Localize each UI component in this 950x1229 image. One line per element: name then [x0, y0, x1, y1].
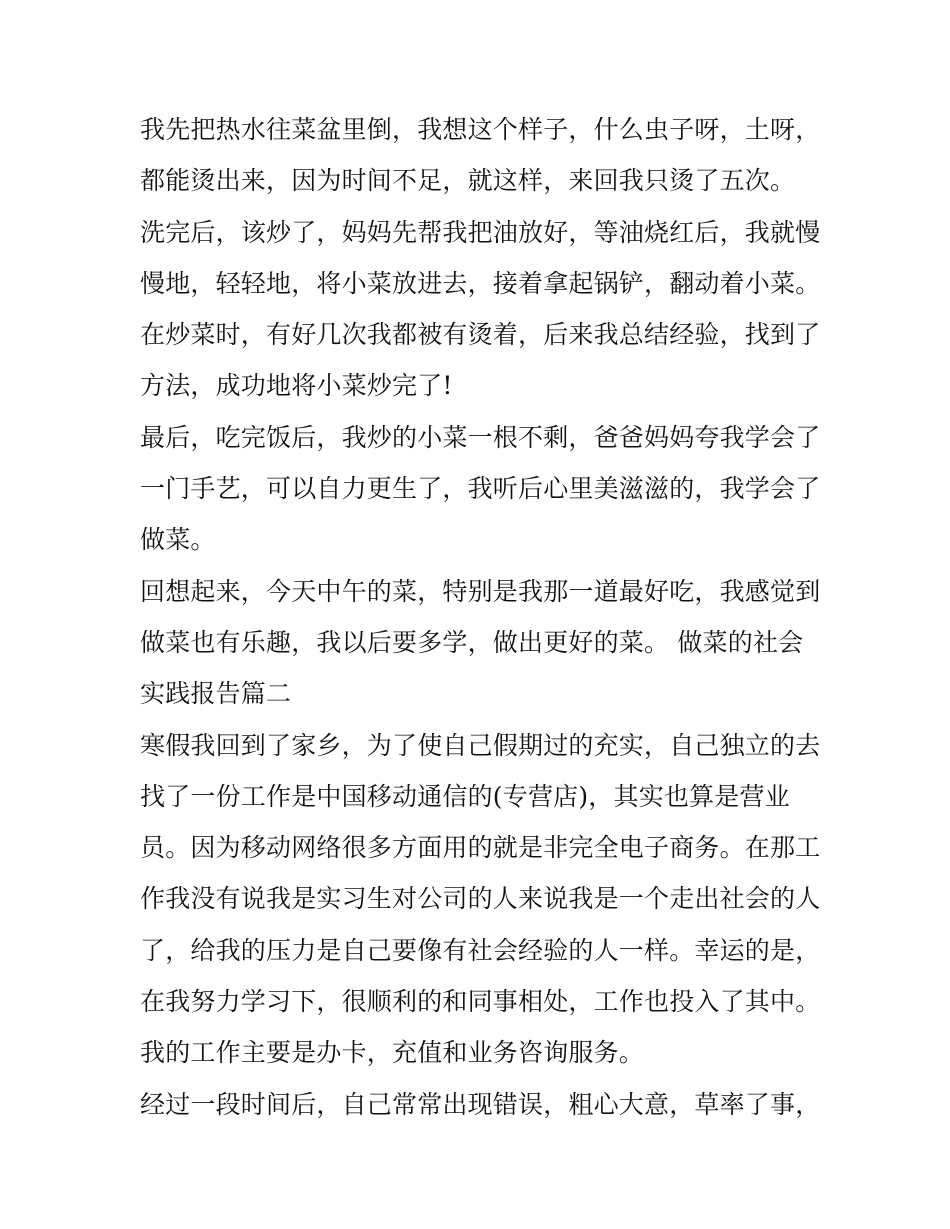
- text-line: 慢地，轻轻地，将小菜放进去，接着拿起锅铲，翻动着小菜。: [140, 268, 821, 298]
- section-title-line: 实践报告篇二: [140, 679, 292, 709]
- text-line: 做菜。: [140, 525, 216, 555]
- text-line: 我先把热水往菜盆里倒，我想这个样子，什么虫子呀，土呀，: [140, 115, 821, 144]
- text-line: 一门手艺，可以自力更生了，我听后心里美滋滋的，我学会了: [140, 474, 821, 504]
- text-line: 我的工作主要是办卡，充值和业务咨询服务。: [140, 1038, 645, 1068]
- document-body: [140, 104, 820, 1130]
- text-line: 在我努力学习下，很顺利的和同事相处，工作也投入了其中。: [140, 987, 821, 1017]
- text-line: 做菜也有乐趣，我以后要多学，做出更好的菜。 做菜的社会: [140, 627, 804, 657]
- text-line: 员。因为移动网络很多方面用的就是非完全电子商务。在那工: [140, 833, 821, 863]
- text-line: 作我没有说我是实习生对公司的人来说我是一个走出社会的人: [140, 884, 821, 914]
- text-line: 在炒菜时，有好几次我都被有烫着，后来我总结经验，找到了: [140, 320, 821, 350]
- text-line: 洗完后，该炒了，妈妈先帮我把油放好，等油烧红后，我就慢: [140, 217, 821, 247]
- text-line: 经过一段时间后，自己常常出现错误，粗心大意，草率了事，: [140, 1089, 821, 1119]
- text-line: 方法，成功地将小菜炒完了!: [140, 371, 453, 401]
- text-line: 回想起来，今天中午的菜，特别是我那一道最好吃，我感觉到: [140, 576, 821, 606]
- text-line: 寒假我回到了家乡，为了使自己假期过的充实，自己独立的去: [140, 730, 821, 760]
- text-line: 都能烫出来，因为时间不足，就这样，来回我只烫了五次。: [140, 166, 796, 196]
- text-line: 了，给我的压力是自己要像有社会经验的人一样。幸运的是，: [140, 935, 821, 965]
- text-line: 找了一份工作是中国移动通信的(专营店)，其实也算是营业: [140, 781, 790, 811]
- text-line: 最后，吃完饭后，我炒的小菜一根不剩，爸爸妈妈夸我学会了: [140, 422, 821, 452]
